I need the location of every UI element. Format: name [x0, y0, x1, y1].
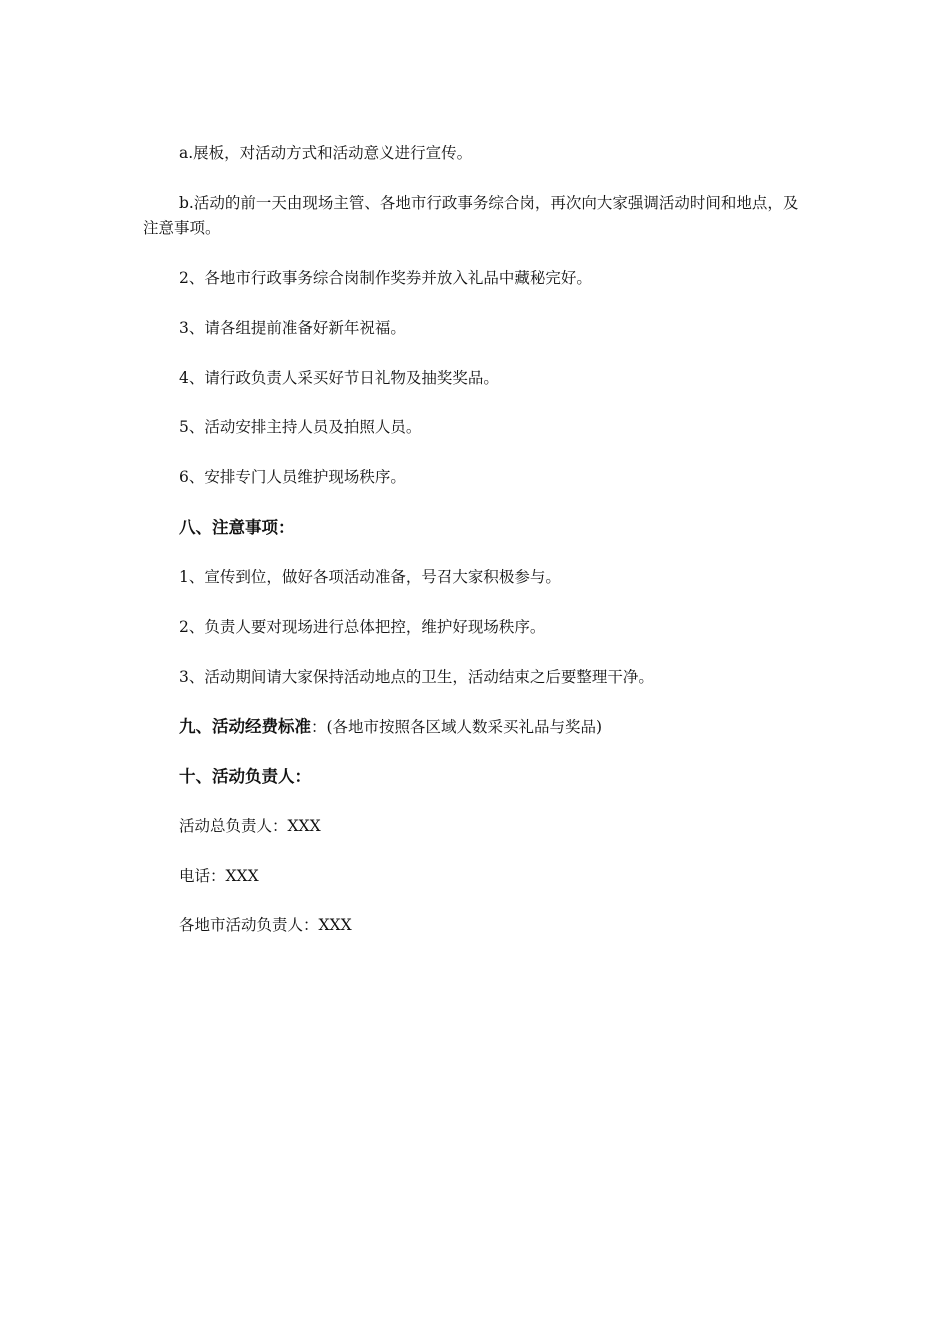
- prep-item-6: 6、安排专门人员维护现场秩序。: [179, 468, 406, 486]
- section-10-item-2: 电话：XXX: [179, 867, 259, 885]
- paragraph-a: a.展板，对活动方式和活动意义进行宣传。: [179, 144, 473, 162]
- section-8-item-1: 1、宣传到位，做好各项活动准备，号召大家积极参与。: [179, 568, 561, 586]
- section-9-heading: 九、活动经费标准: [179, 717, 311, 736]
- section-8-heading: 八、注意事项：: [179, 518, 295, 537]
- section-10-item-1: 活动总负责人：XXX: [179, 817, 321, 835]
- section-9-line: [143, 714, 813, 740]
- prep-item-2: 2、各地市行政事务综合岗制作奖券并放入礼品中藏秘完好。: [179, 269, 592, 287]
- section-10-item-3: 各地市活动负责人：XXX: [179, 916, 352, 934]
- section-8-item-2: 2、负责人要对现场进行总体把控，维护好现场秩序。: [179, 618, 546, 636]
- prep-item-3: 3、请各组提前准备好新年祝福。: [179, 319, 406, 337]
- prep-item-5: 5、活动安排主持人员及拍照人员。: [179, 418, 422, 436]
- paragraph-b: b.活动的前一天由现场主管、各地市行政事务综合岗，再次向大家强调活动时间和地点，及注意事项。: [143, 194, 799, 237]
- section-10-heading: 十、活动负责人：: [179, 767, 311, 786]
- prep-item-4: 4、请行政负责人采买好节日礼物及抽奖奖品。: [179, 369, 499, 387]
- section-9-note: ：(各地市按照各区域人数采买礼品与奖品): [311, 718, 603, 736]
- section-8-item-3: 3、活动期间请大家保持活动地点的卫生，活动结束之后要整理干净。: [179, 668, 654, 686]
